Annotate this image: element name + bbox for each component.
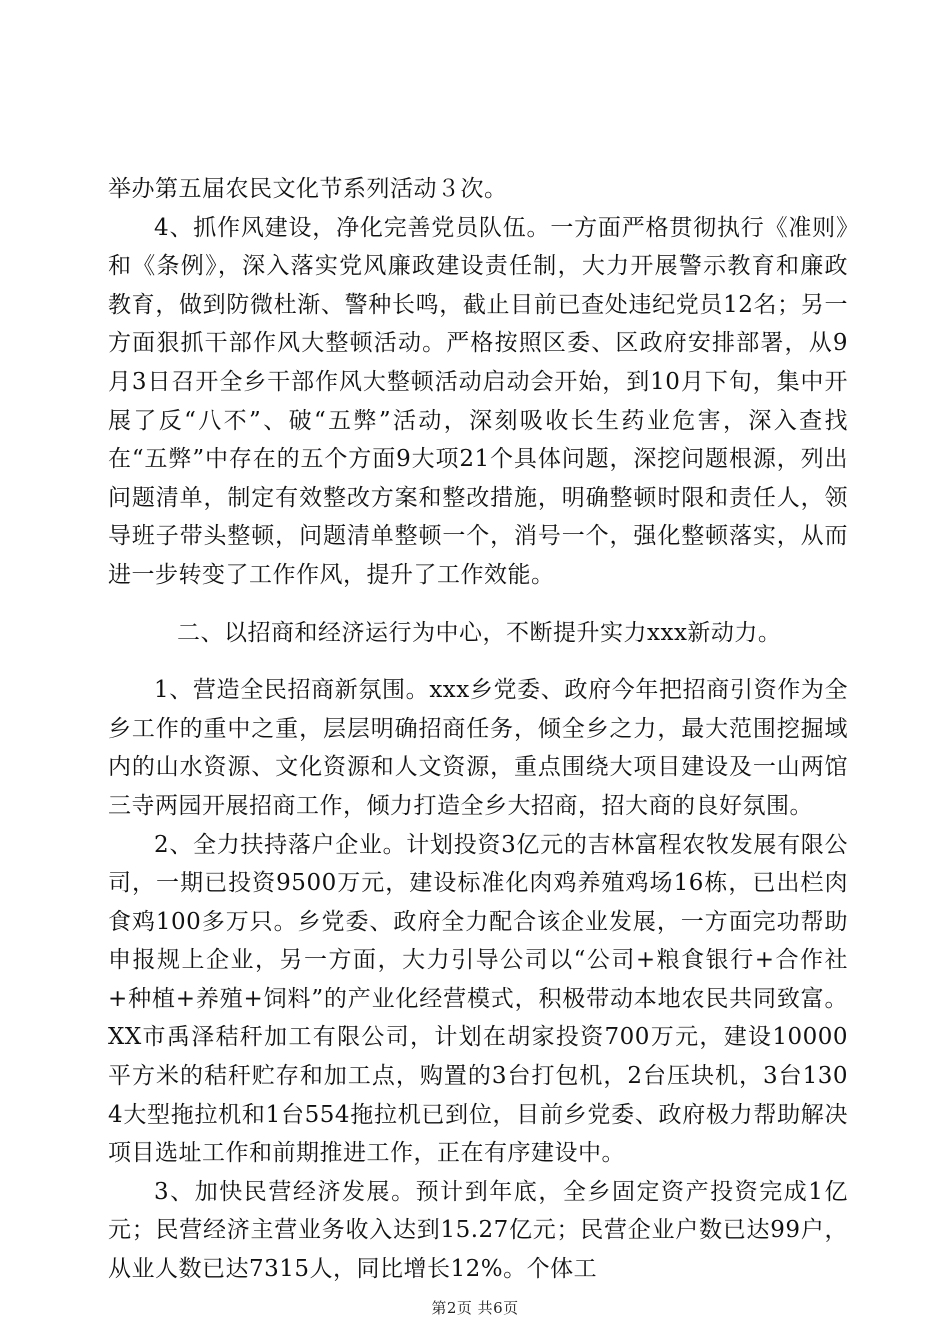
paragraph-private-economy: 3、加快民营经济发展。预计到年底，全乡固定资产投资完成1亿元；民营经济主营业务收入达到15.27亿元；民营企业户数已达99户，从业人数已达7315人，同比增长12%。个体工	[108, 1178, 848, 1283]
paragraph-work-style: 4、抓作风建设，净化完善党员队伍。一方面严格贯彻执行《准则》和《条例》，深入落实党风廉政建设责任制，大力开展警示教育和廉政教育，做到防微杜渐、警种长鸣，截止目前已查处违纪党员12名；另一方面狠抓干部作风大整顿活动。严格按照区委、区政府安排部署，从9月3日召开全乡干部作风大整顿活动启动会开始，到10月下旬，集中开展了反“八不”、破“五弊”活动，深刻吸收长生药业危害，深入查找在“五弊”中存在的五个方面9大项21个具体问题，深挖问题根源，列出问题清单，制定有效整改方案和整改措施，明确整顿时限和责任人，领导班子带头整顿，问题清单整顿一个，消号一个，强化整顿落实，从而进一步转变了工作作风，提升了工作效能。	[108, 214, 848, 588]
paragraph-continuation: 举办第五届农民文化节系列活动３次。	[108, 176, 508, 202]
document-body	[108, 170, 848, 1289]
page-number-footer: 第2页 共6页	[431, 1299, 519, 1317]
paragraph-enterprise-support: 2、全力扶持落户企业。计划投资3亿元的吉林富程农牧发展有限公司，一期已投资9500万元，建设标准化肉鸡养殖鸡场16栋，已出栏肉食鸡100多万只。乡党委、政府全力配合该企业发展，一方面完功帮助申报规上企业，另一方面，大力引导公司以“公司+粮食银行+合作社+种植+养殖+饲料”的产业化经营模式，积极带动本地农民共同致富。XX市禹泽秸秆加工有限公司，计划在胡家投资700万元，建设10000平方米的秸秆贮存和加工点，购置的3台打包机，2台压块机，3台1304大型拖拉机和1台554拖拉机已到位，目前乡党委、政府极力帮助解决项目选址工作和前期推进工作，正在有序建设中。	[108, 831, 848, 1167]
section-heading: 二、以招商和经济运行为中心，不断提升实力xxx新动力。	[177, 619, 782, 646]
paragraph-investment-atmosphere: 1、营造全民招商新氛围。xxx乡党委、政府今年把招商引资作为全乡工作的重中之重，层层明确招商任务，倾全乡之力，最大范围挖掘域内的山水资源、文化资源和人文资源，重点围绕大项目建设及一山两馆三寺两园开展招商工作，倾力打造全乡大招商，招大商的良好氛围。	[108, 677, 848, 819]
